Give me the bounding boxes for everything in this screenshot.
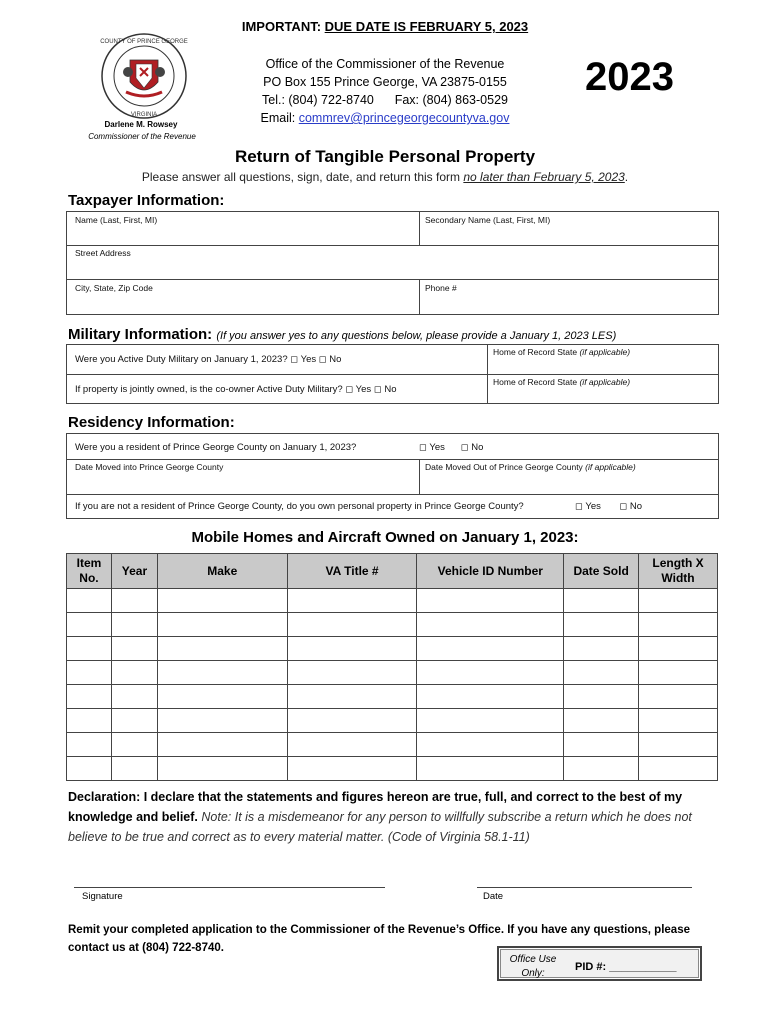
declaration-text: Declaration: I declare that the statements and figures hereon are true, full, and correct to the best of my knowledge and belief. Note: It is a misdemeanor for any person to willfully subscribe a return which he does not believe to be true and correct as to every material matter. (Code of Virginia 58.1-11) (68, 790, 692, 844)
mobile-homes-table (66, 553, 718, 781)
column-header-length-width: Length X Width (639, 554, 718, 589)
table-row (67, 685, 718, 709)
active-duty-question[interactable]: Were you Active Duty Military on January 1, 2023? ◻ Yes ◻ No (75, 354, 342, 365)
table-cell[interactable] (639, 685, 718, 709)
table-cell[interactable] (67, 589, 112, 613)
table-cell[interactable] (157, 733, 287, 757)
column-header-make: Make (157, 554, 287, 589)
table-cell[interactable] (157, 589, 287, 613)
table-cell[interactable] (67, 661, 112, 685)
table-cell[interactable] (67, 733, 112, 757)
table-row (67, 709, 718, 733)
co-owner-active-duty-question[interactable]: If property is jointly owned, is the co-owner Active Duty Military? ◻ Yes ◻ No (75, 384, 397, 395)
table-cell[interactable] (287, 661, 417, 685)
table-cell[interactable] (639, 709, 718, 733)
table-cell[interactable] (67, 757, 112, 781)
table-cell[interactable] (111, 709, 157, 733)
table-cell[interactable] (417, 613, 564, 637)
table-cell[interactable] (111, 661, 157, 685)
table-cell[interactable] (287, 757, 417, 781)
mobile-homes-heading: Mobile Homes and Aircraft Owned on January 1, 2023: (191, 529, 579, 546)
table-cell[interactable] (639, 637, 718, 661)
table-cell[interactable] (564, 589, 639, 613)
date-label: Date (483, 891, 504, 902)
email-link[interactable]: commrev@princegeorgecountyva.gov (298, 111, 510, 125)
city-state-zip-field[interactable]: City, State, Zip Code (75, 283, 153, 293)
date-line[interactable] (477, 887, 692, 888)
table-cell[interactable] (417, 685, 564, 709)
table-cell[interactable] (111, 589, 157, 613)
office-use-label: Office Use Only: (509, 954, 557, 979)
column-header-year: Year (111, 554, 157, 589)
date-moved-out-field[interactable]: Date Moved Out of Prince George County (if applicable) (425, 462, 636, 472)
table-cell[interactable] (287, 589, 417, 613)
date-moved-in-field[interactable]: Date Moved into Prince George County (75, 462, 224, 472)
office-email-line: Email: commrev@princegeorgecountyva.gov (260, 111, 510, 125)
table-cell[interactable] (67, 613, 112, 637)
table-cell[interactable] (564, 613, 639, 637)
table-row (67, 661, 718, 685)
military-heading: Military Information: (If you answer yes to any questions below, please provide a January 1, 2023 LES) (68, 326, 617, 343)
table-row (67, 733, 718, 757)
table-row (67, 589, 718, 613)
table-row (67, 613, 718, 637)
table-cell[interactable] (157, 685, 287, 709)
table-cell[interactable] (157, 757, 287, 781)
seal-text-bottom: VIRGINIA (130, 112, 158, 118)
secondary-name-field[interactable]: Secondary Name (Last, First, MI) (425, 215, 551, 225)
street-address-field[interactable]: Street Address (75, 248, 131, 258)
table-cell[interactable] (417, 733, 564, 757)
residency-box (66, 433, 719, 519)
table-cell[interactable] (287, 685, 417, 709)
office-name: Office of the Commissioner of the Revenue (265, 57, 505, 71)
office-po-box: PO Box 155 Prince George, VA 23875-0155 (263, 75, 507, 89)
nonresident-property-question: If you are not a resident of Prince George County, do you own personal property in Prince George County? (75, 501, 524, 512)
table-cell[interactable] (564, 637, 639, 661)
table-row (67, 757, 718, 781)
taxpayer-box (66, 211, 719, 315)
table-cell[interactable] (639, 661, 718, 685)
table-cell[interactable] (417, 757, 564, 781)
table-cell[interactable] (111, 757, 157, 781)
table-cell[interactable] (417, 661, 564, 685)
home-of-record-field-2[interactable]: Home of Record State (if applicable) (493, 377, 631, 387)
military-note: (If you answer yes to any questions below, please provide a January 1, 2023 LES) (216, 330, 617, 342)
column-header-item-no: Item No. (67, 554, 112, 589)
table-cell[interactable] (287, 637, 417, 661)
table-cell[interactable] (111, 613, 157, 637)
table-cell[interactable] (287, 613, 417, 637)
commissioner-name: Darlene M. Rowsey (104, 120, 178, 129)
nonresident-property-options[interactable]: ◻ Yes ◻ No (575, 501, 642, 512)
table-cell[interactable] (639, 589, 718, 613)
office-phone-fax: Tel.: (804) 722-8740 Fax: (804) 863-0529 (262, 93, 508, 107)
table-cell[interactable] (157, 637, 287, 661)
home-of-record-field-1[interactable]: Home of Record State (if applicable) (493, 347, 631, 357)
office-use-box (497, 946, 702, 981)
table-cell[interactable] (417, 589, 564, 613)
signature-label: Signature (82, 891, 123, 902)
table-cell[interactable] (157, 613, 287, 637)
county-seal-logo (100, 32, 188, 120)
taxpayer-heading: Taxpayer Information: (68, 192, 225, 209)
table-row (67, 637, 718, 661)
column-header-va-title: VA Title # (287, 554, 417, 589)
phone-field[interactable]: Phone # (425, 283, 457, 293)
table-cell[interactable] (564, 733, 639, 757)
name-field[interactable]: Name (Last, First, MI) (75, 215, 158, 225)
resident-question: Were you a resident of Prince George County on January 1, 2023? (75, 442, 357, 453)
residency-heading: Residency Information: (68, 414, 235, 431)
table-cell[interactable] (564, 709, 639, 733)
page-title: Return of Tangible Personal Property (234, 147, 536, 166)
pid-field: PID #: ___________ (575, 961, 677, 973)
remit-instructions: Remit your completed application to the Commissioner of the Revenue’s Office. If you have any questions, please contact us at (804) 722-8740. (68, 924, 690, 954)
table-cell[interactable] (417, 637, 564, 661)
column-header-vehicle-id: Vehicle ID Number (417, 554, 564, 589)
table-cell[interactable] (287, 733, 417, 757)
table-cell[interactable] (111, 685, 157, 709)
table-cell[interactable] (564, 757, 639, 781)
table-cell[interactable] (111, 637, 157, 661)
table-cell[interactable] (157, 709, 287, 733)
table-cell[interactable] (67, 637, 112, 661)
commissioner-title: Commissioner of the Revenue (88, 132, 196, 141)
resident-options[interactable]: ◻ Yes ◻ No (419, 442, 484, 453)
signature-line[interactable] (74, 887, 385, 888)
table-cell[interactable] (67, 685, 112, 709)
table-cell[interactable] (639, 733, 718, 757)
table-cell[interactable] (157, 661, 287, 685)
table-cell[interactable] (639, 613, 718, 637)
page-subtitle: Please answer all questions, sign, date, and return this form no later than February 5, 2023. (141, 170, 629, 184)
table-cell[interactable] (287, 709, 417, 733)
table-cell[interactable] (564, 661, 639, 685)
military-box (66, 344, 719, 404)
table-header-row (67, 554, 718, 589)
seal-text-top: COUNTY OF PRINCE GEORGE (100, 39, 188, 45)
table-cell[interactable] (67, 709, 112, 733)
table-cell[interactable] (417, 709, 564, 733)
column-header-date-sold: Date Sold (564, 554, 639, 589)
table-cell[interactable] (111, 733, 157, 757)
table-cell[interactable] (564, 685, 639, 709)
office-address-block (240, 55, 530, 127)
due-date-notice: IMPORTANT: DUE DATE IS FEBRUARY 5, 2023 (241, 19, 529, 34)
table-cell[interactable] (639, 757, 718, 781)
form-year: 2023 (585, 55, 674, 99)
